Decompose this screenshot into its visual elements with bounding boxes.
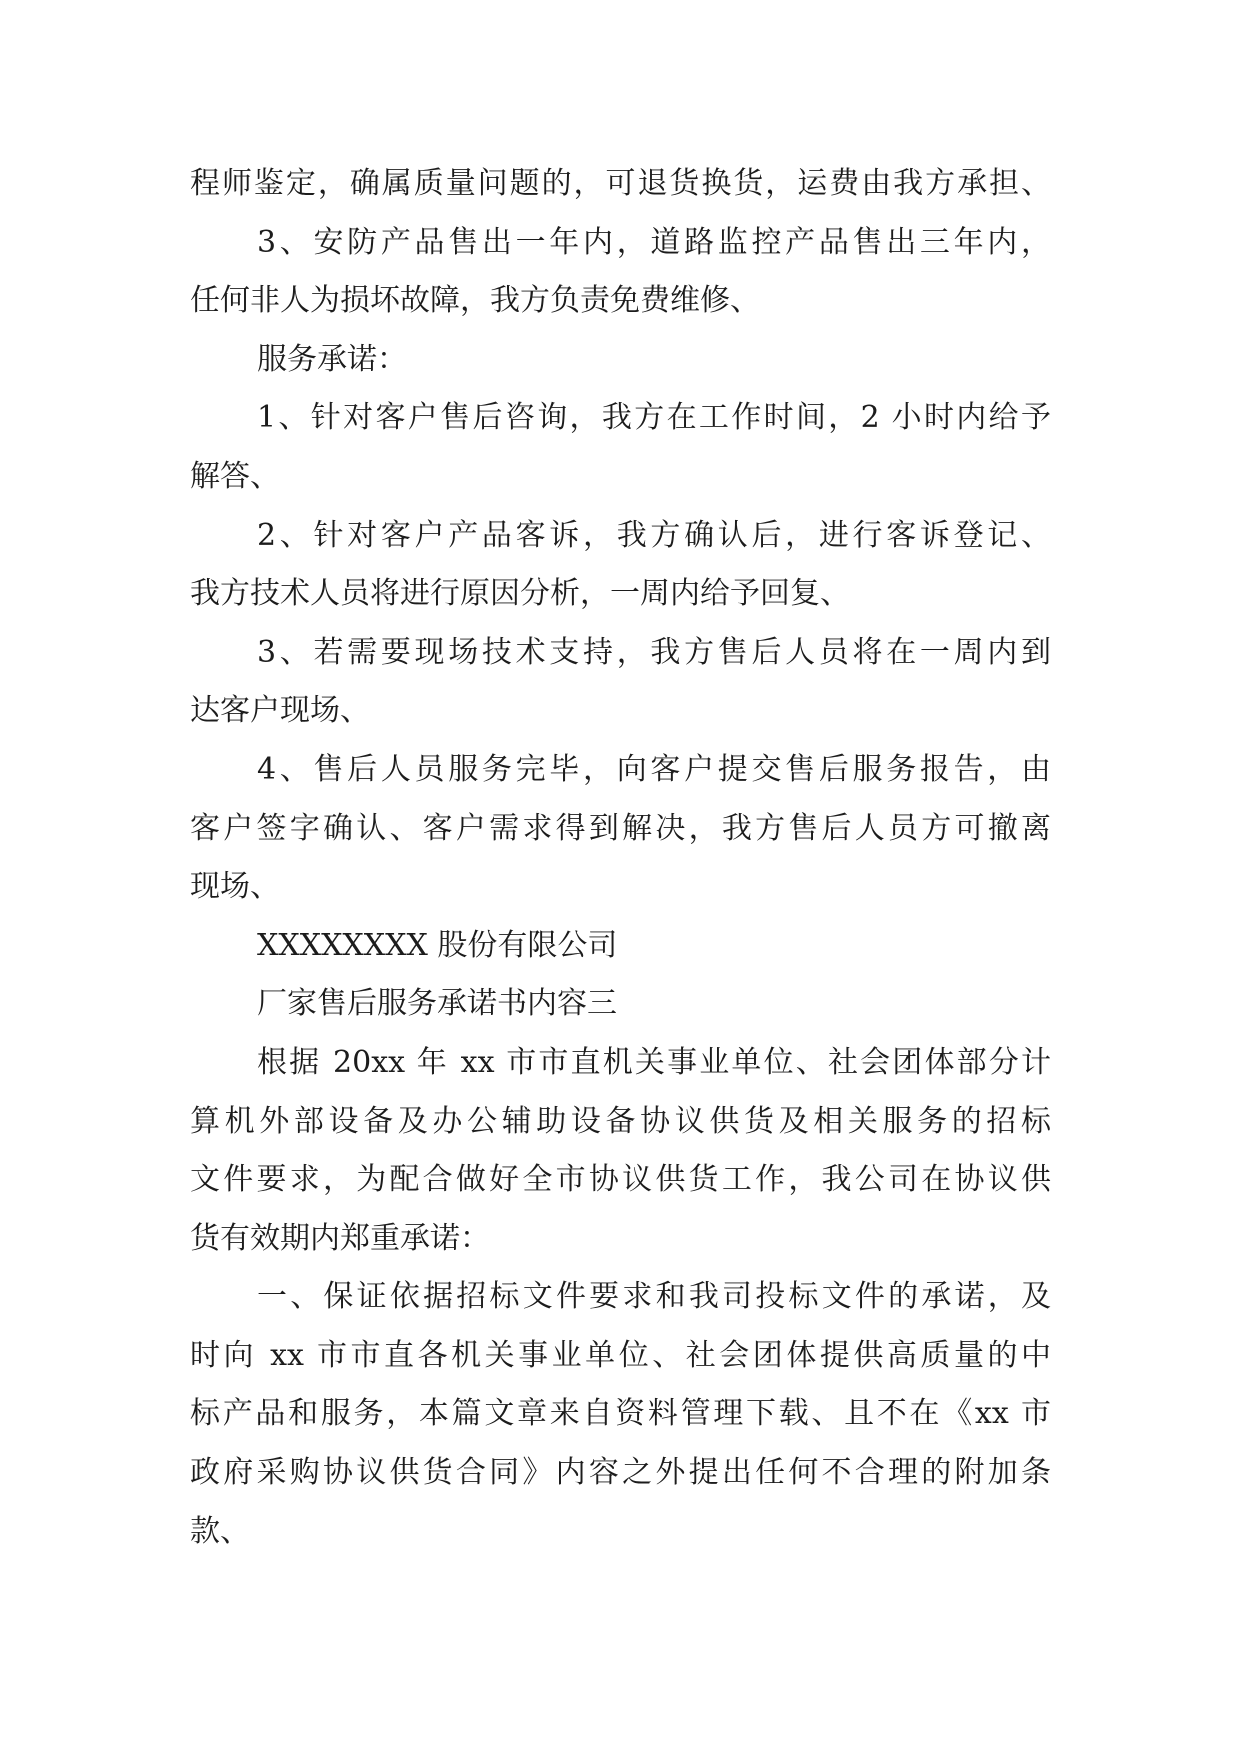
text-line: 3、若需要现场技术支持，我方售后人员将在一周内到 [257, 634, 1051, 670]
text-line: XXXXXXXX 股份有限公司 [257, 927, 618, 963]
text-line: 服务承诺： [257, 341, 407, 377]
text-line: 1、针对客户售后咨询，我方在工作时间，2 小时内给予 [257, 400, 1051, 436]
paragraph [190, 741, 1051, 917]
text-line: 达客户现场、 [190, 693, 370, 729]
text-line: 任何非人为损坏故障，我方负责免费维修、 [190, 283, 760, 319]
paragraph [190, 624, 1051, 741]
paragraph [190, 155, 1051, 214]
section-title [190, 975, 1051, 1034]
text-line: 款、 [190, 1513, 250, 1549]
text-line: 标产品和服务，本篇文章来自资料管理下载、且不在《xx 市 [190, 1396, 1051, 1432]
text-line: 算机外部设备及办公辅助设备协议供货及相关服务的招标 [190, 1103, 1051, 1139]
text-line: 文件要求，为配合做好全市协议供货工作，我公司在协议供 [190, 1162, 1051, 1198]
text-line: 2、针对客户产品客诉，我方确认后，进行客诉登记、 [257, 517, 1051, 553]
text-line: 解答、 [190, 458, 280, 494]
text-line: 现场、 [190, 869, 280, 905]
paragraph [190, 1268, 1051, 1561]
text-line: 根据 20xx 年 xx 市市直机关事业单位、社会团体部分计 [257, 1044, 1051, 1080]
text-line: 3、安防产品售出一年内，道路监控产品售出三年内， [257, 224, 1051, 260]
paragraph [190, 214, 1051, 331]
text-line: 政府采购协议供货合同》内容之外提出任何不合理的附加条 [190, 1455, 1051, 1491]
section-heading [190, 331, 1051, 390]
text-line: 厂家售后服务承诺书内容三 [257, 986, 617, 1022]
paragraph [190, 389, 1051, 506]
text-line: 我方技术人员将进行原因分析，一周内给予回复、 [190, 576, 850, 612]
text-line: 客户签字确认、客户需求得到解决，我方售后人员方可撤离 [190, 810, 1051, 846]
text-line: 程师鉴定，确属质量问题的，可退货换货，运费由我方承担、 [190, 166, 1051, 201]
paragraph [190, 1034, 1051, 1268]
text-line: 一、保证依据招标文件要求和我司投标文件的承诺，及 [257, 1279, 1051, 1315]
text-line: 货有效期内郑重承诺： [190, 1220, 490, 1256]
text-line: 时向 xx 市市直各机关事业单位、社会团体提供高质量的中 [190, 1337, 1051, 1373]
text-line: 4、售后人员服务完毕，向客户提交售后服务报告，由 [257, 751, 1051, 787]
document-body [190, 155, 1051, 1561]
paragraph [190, 507, 1051, 624]
company-name [190, 917, 1051, 976]
